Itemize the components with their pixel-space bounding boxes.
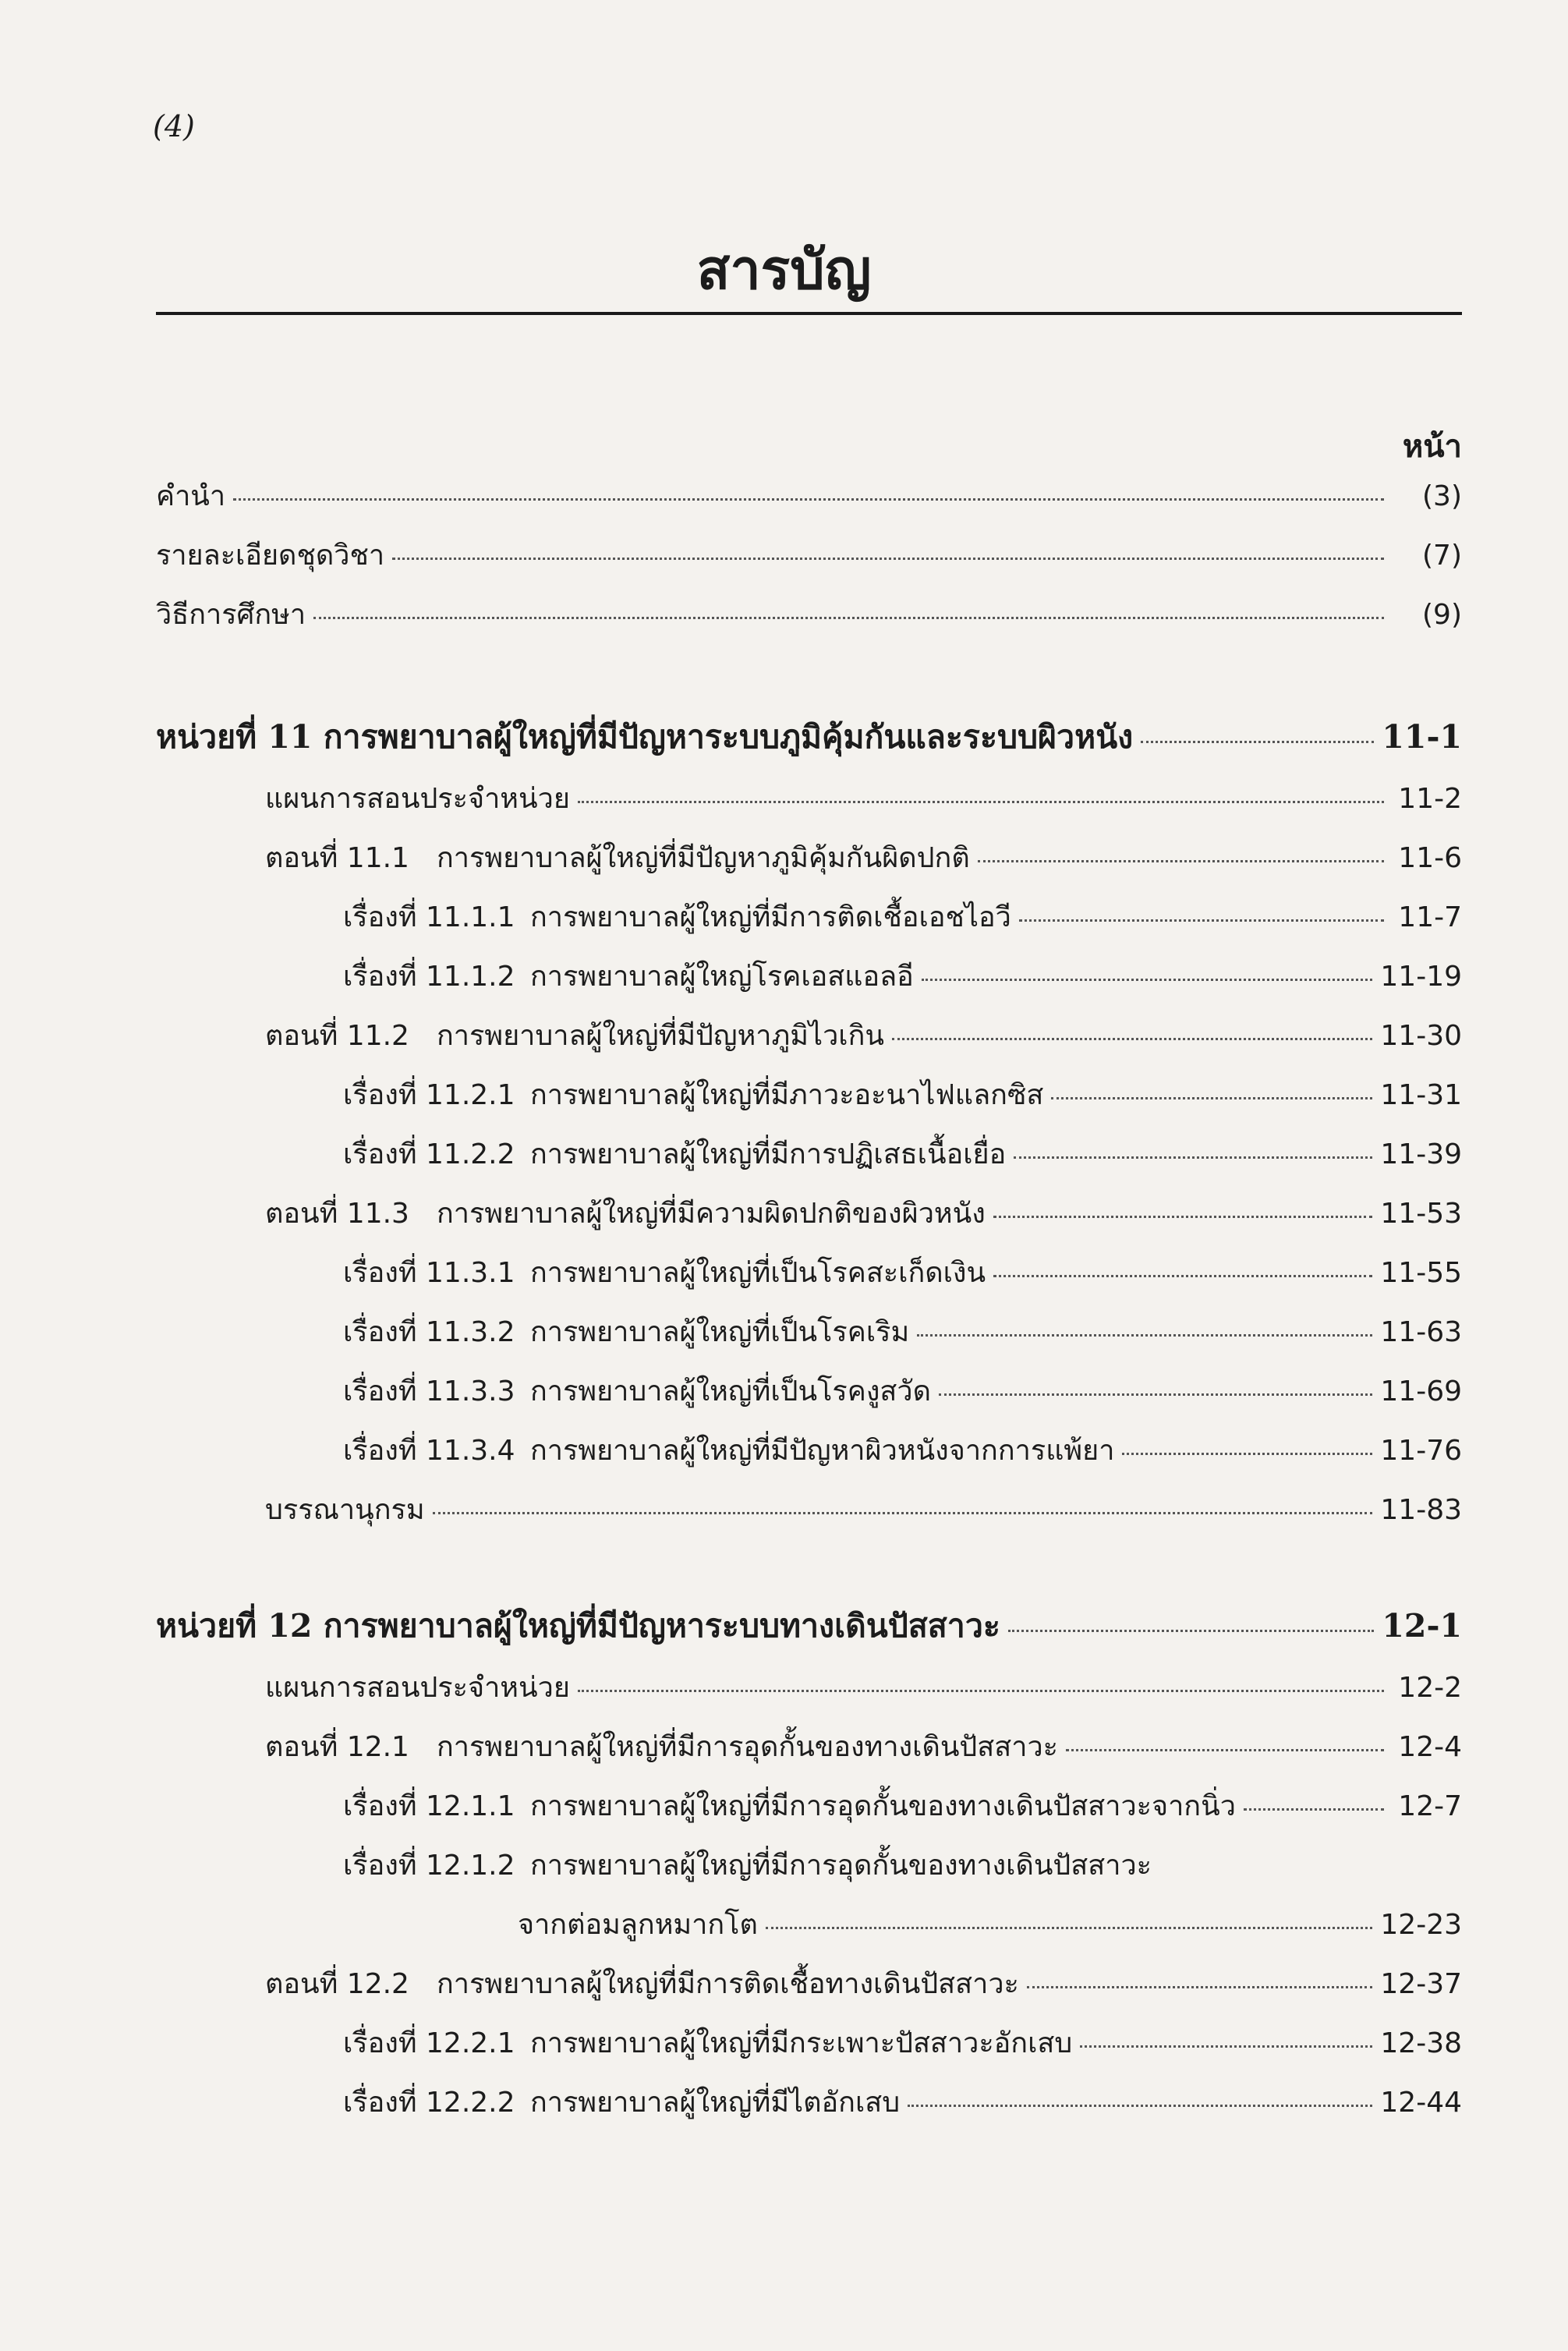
leader-dots	[1014, 1156, 1372, 1159]
toc-entry-page: 11-19	[1380, 961, 1462, 993]
toc-section-11-1[interactable]	[156, 839, 1462, 878]
toc-topic-11-3-3[interactable]	[156, 1372, 1462, 1411]
toc-entry-page: 12-2	[1398, 1672, 1462, 1704]
toc-topic-12-1-1[interactable]	[156, 1787, 1462, 1826]
toc-entry-page: 12-4	[1398, 1731, 1462, 1763]
toc-entry-unit11-bibliography[interactable]	[156, 1491, 1462, 1530]
toc-entry-label: แผนการสอนประจำหน่วย	[265, 1672, 570, 1704]
toc-entry-study-method[interactable]	[156, 596, 1462, 635]
section-number: ตอนที่ 12.2	[265, 1968, 409, 2000]
leader-dots	[892, 1038, 1372, 1040]
topic-title-continued: จากต่อมลูกหมากโต	[518, 1909, 758, 1941]
page-title: สารบัญ	[696, 237, 872, 302]
leader-dots	[1019, 919, 1384, 922]
toc-entry-page: 12-38	[1380, 2027, 1462, 2059]
leader-dots	[917, 1334, 1372, 1337]
leader-dots	[1066, 1749, 1384, 1751]
toc-entry-page: 11-83	[1380, 1494, 1462, 1526]
toc-topic-11-3-4[interactable]	[156, 1432, 1462, 1471]
toc-entry-unit11-plan[interactable]	[156, 780, 1462, 819]
topic-number: เรื่องที่ 12.1.2	[343, 1850, 515, 1882]
toc-entry-page: 12-7	[1398, 1790, 1462, 1822]
topic-number: เรื่องที่ 11.1.2	[343, 961, 515, 993]
toc-topic-12-1-2[interactable]	[156, 1846, 1462, 1885]
toc-topic-12-2-2[interactable]	[156, 2084, 1462, 2123]
section-title: การพยาบาลผู้ใหญ่ที่มีการอุดกั้นของทางเดินปัสสาวะ	[437, 1731, 1058, 1763]
toc-topic-11-1-1[interactable]	[156, 898, 1462, 937]
topic-title: การพยาบาลผู้ใหญ่ที่มีปัญหาผิวหนังจากการแพ้ยา	[530, 1435, 1115, 1467]
topic-number: เรื่องที่ 12.1.1	[343, 1790, 515, 1822]
topic-title: การพยาบาลผู้ใหญ่ที่มีไตอักเสบ	[530, 2087, 901, 2119]
topic-title: การพยาบาลผู้ใหญ่ที่มีการอุดกั้นของทางเดินปัสสาวะจากนิ่ว	[530, 1790, 1236, 1822]
section-title: การพยาบาลผู้ใหญ่ที่มีการติดเชื้อทางเดินปัสสาวะ	[437, 1968, 1019, 2000]
toc-topic-11-2-1[interactable]	[156, 1076, 1462, 1115]
toc-entry-page: 11-69	[1380, 1376, 1462, 1407]
toc-entry-page: 11-55	[1380, 1257, 1462, 1289]
leader-dots	[766, 1927, 1373, 1929]
leader-dots	[922, 979, 1373, 981]
leader-dots	[1122, 1453, 1372, 1455]
toc-section-12-2[interactable]	[156, 1965, 1462, 2004]
topic-title: การพยาบาลผู้ใหญ่ที่เป็นโรคสะเก็ดเงิน	[530, 1257, 986, 1289]
toc-entry-page: 11-53	[1380, 1198, 1462, 1230]
topic-title: การพยาบาลผู้ใหญ่ที่เป็นโรคเริม	[530, 1316, 910, 1348]
title-divider	[156, 312, 1462, 315]
toc-unit-page: 12-1	[1382, 1607, 1462, 1645]
toc-entry-label: แผนการสอนประจำหน่วย	[265, 783, 570, 815]
toc-entry-page: 11-7	[1398, 901, 1462, 933]
topic-title: การพยาบาลผู้ใหญ่โรคเอสแอลอี	[530, 961, 914, 993]
toc-entry-label: รายละเอียดชุดวิชา	[156, 540, 385, 572]
toc-topic-11-2-2[interactable]	[156, 1135, 1462, 1174]
topic-title: การพยาบาลผู้ใหญ่ที่มีกระเพาะปัสสาวะอักเสบ	[530, 2027, 1073, 2059]
topic-number: เรื่องที่ 11.3.1	[343, 1257, 515, 1289]
section-title: การพยาบาลผู้ใหญ่ที่มีปัญหาภูมิคุ้มกันผิดปกติ	[437, 842, 970, 874]
leader-dots	[1051, 1097, 1372, 1099]
toc-topic-11-3-2[interactable]	[156, 1313, 1462, 1352]
toc-topic-11-1-2[interactable]	[156, 958, 1462, 997]
leader-dots	[392, 558, 1384, 560]
toc-entry-page: 12-23	[1380, 1909, 1462, 1941]
toc-unit-title: หน่วยที่ 11 การพยาบาลผู้ใหญ่ที่มีปัญหาระบบภูมิคุ้มกันและระบบผิวหนัง	[156, 718, 1134, 756]
leader-dots	[993, 1216, 1373, 1218]
leader-dots	[1244, 1808, 1384, 1811]
toc-entry-page: (3)	[1422, 480, 1462, 512]
topic-number: เรื่องที่ 12.2.2	[343, 2087, 515, 2119]
toc-entry-page: 11-6	[1398, 842, 1462, 874]
toc-topic-12-1-2-continued[interactable]	[156, 1906, 1462, 1945]
leader-dots	[939, 1393, 1372, 1396]
leader-dots	[578, 1690, 1384, 1692]
leader-dots	[1008, 1630, 1375, 1632]
section-title: การพยาบาลผู้ใหญ่ที่มีปัญหาภูมิไวเกิน	[437, 1020, 885, 1052]
leader-dots	[313, 617, 1384, 619]
toc-entry-page: 11-63	[1380, 1316, 1462, 1348]
toc-entry-page: 11-30	[1380, 1020, 1462, 1052]
toc-entry-unit12-plan[interactable]	[156, 1669, 1462, 1708]
leader-dots	[233, 498, 1384, 501]
leader-dots	[1080, 2045, 1372, 2048]
section-number: ตอนที่ 11.1	[265, 842, 409, 874]
toc-entry-page: 12-37	[1380, 1968, 1462, 2000]
topic-title: การพยาบาลผู้ใหญ่ที่มีการปฏิเสธเนื้อเยื่อ	[530, 1138, 1007, 1170]
toc-entry-page: (9)	[1422, 599, 1462, 631]
leader-dots	[908, 2105, 1372, 2107]
topic-title: การพยาบาลผู้ใหญ่ที่มีภาวะอะนาไฟแลกซิส	[530, 1079, 1044, 1111]
section-number: ตอนที่ 11.3	[265, 1198, 409, 1230]
section-number: ตอนที่ 12.1	[265, 1731, 409, 1763]
leader-dots	[993, 1275, 1372, 1277]
leader-dots	[1027, 1986, 1372, 1988]
toc-section-12-1[interactable]	[156, 1728, 1462, 1767]
toc-entry-page: 11-31	[1380, 1079, 1462, 1111]
page-column-header: หน้า	[1402, 429, 1462, 465]
section-number: ตอนที่ 11.2	[265, 1020, 409, 1052]
topic-number: เรื่องที่ 11.3.3	[343, 1376, 515, 1407]
toc-entry-course-details[interactable]	[156, 536, 1462, 575]
toc-topic-12-2-1[interactable]	[156, 2024, 1462, 2063]
topic-number: เรื่องที่ 11.2.1	[343, 1079, 515, 1111]
topic-number: เรื่องที่ 11.1.1	[343, 901, 515, 933]
section-title: การพยาบาลผู้ใหญ่ที่มีความผิดปกติของผิวหนัง	[437, 1198, 986, 1230]
topic-title: การพยาบาลผู้ใหญ่ที่มีการอุดกั้นของทางเดินปัสสาวะ	[530, 1850, 1152, 1882]
leader-dots	[433, 1512, 1373, 1514]
topic-number: เรื่องที่ 11.2.2	[343, 1138, 515, 1170]
toc-section-11-2[interactable]	[156, 1017, 1462, 1056]
leader-dots	[578, 801, 1384, 803]
toc-entry-label: บรรณานุกรม	[265, 1494, 425, 1526]
toc-entry-label: วิธีการศึกษา	[156, 599, 306, 631]
toc-unit-11-heading[interactable]	[156, 717, 1462, 756]
toc-entry-page: 11-2	[1398, 783, 1462, 815]
toc-unit-page: 11-1	[1382, 718, 1462, 756]
page-number: (4)	[153, 109, 195, 143]
leader-dots	[1141, 741, 1374, 743]
topic-number: เรื่องที่ 11.3.2	[343, 1316, 515, 1348]
topic-title: การพยาบาลผู้ใหญ่ที่เป็นโรคงูสวัด	[530, 1376, 931, 1407]
toc-entry-page: 11-76	[1380, 1435, 1462, 1467]
topic-number: เรื่องที่ 11.3.4	[343, 1435, 515, 1467]
topic-title: การพยาบาลผู้ใหญ่ที่มีการติดเชื้อเอชไอวี	[530, 901, 1011, 933]
toc-entry-page: 12-44	[1380, 2087, 1462, 2119]
toc-topic-11-3-1[interactable]	[156, 1254, 1462, 1293]
toc-entry-preface[interactable]	[156, 477, 1462, 516]
topic-number: เรื่องที่ 12.2.1	[343, 2027, 515, 2059]
toc-section-11-3[interactable]	[156, 1195, 1462, 1234]
toc-unit-12-heading[interactable]	[156, 1606, 1462, 1645]
toc-entry-page: 11-39	[1380, 1138, 1462, 1170]
toc-entry-page: (7)	[1422, 540, 1462, 572]
leader-dots	[978, 860, 1384, 862]
toc-entry-label: คำนำ	[156, 480, 226, 512]
toc-unit-title: หน่วยที่ 12 การพยาบาลผู้ใหญ่ที่มีปัญหาระบบทางเดินปัสสาวะ	[156, 1607, 1000, 1645]
